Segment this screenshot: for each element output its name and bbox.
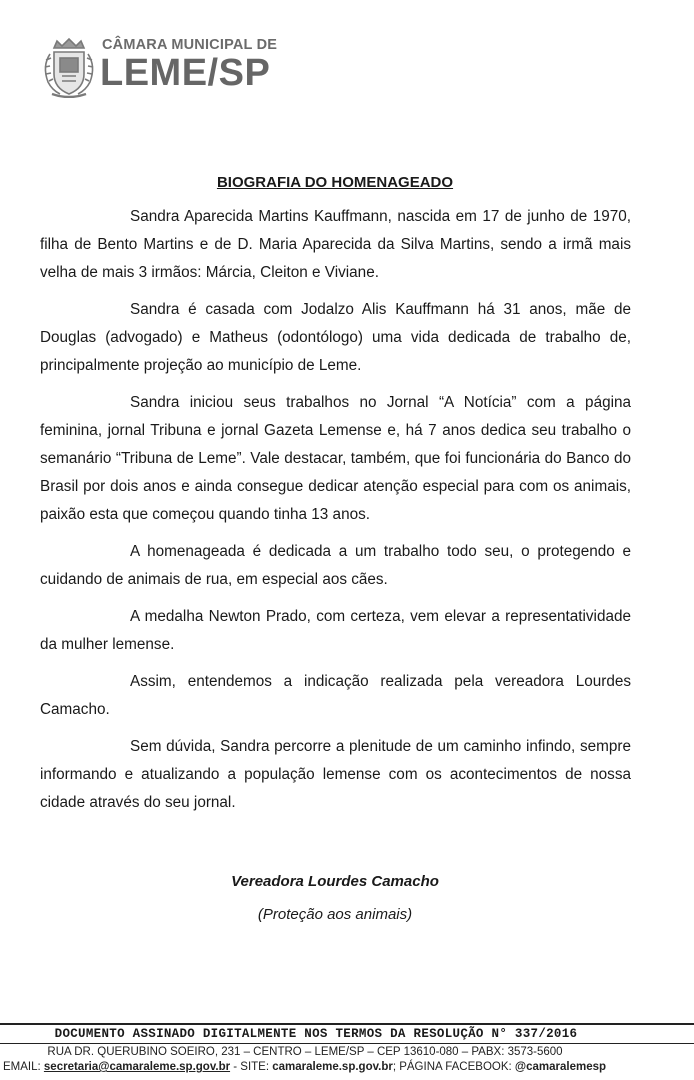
signature-name: Vereadora Lourdes Camacho	[231, 873, 439, 890]
site-link[interactable]: camaraleme.sp.gov.br	[272, 1061, 393, 1073]
facebook-label: ; PÁGINA FACEBOOK:	[392, 1061, 515, 1073]
facebook-handle[interactable]: @camaralemesp	[514, 1061, 607, 1073]
document-body	[40, 203, 631, 826]
document-title: BIOGRAFIA DO HOMENAGEADO	[216, 174, 454, 191]
org-name-line2: LEME/SP	[100, 52, 271, 94]
paragraph: Sandra Aparecida Martins Kauffmann, nascida em 17 de junho de 1970, filha de Bento Martins e de D. Maria Aparecida da Silva Martins, sendo a irmã mais velha de mais 3 irmãos: Márcia, Cleiton e Viviane.	[40, 208, 631, 281]
letterhead	[40, 34, 340, 102]
municipal-crest-icon	[40, 36, 98, 98]
paragraph: A homenageada é dedicada a um trabalho todo seu, o protegendo e cuidando de animais de rua, em especial aos cães.	[40, 543, 631, 588]
footer-address: RUA DR. QUERUBINO SOEIRO, 231 – CENTRO – LEME/SP – CEP 13610-080 – PABX: 3573-5600	[47, 1046, 563, 1058]
paragraph: Assim, entendemos a indicação realizada pela vereadora Lourdes Camacho.	[40, 673, 631, 718]
email-label: EMAIL:	[3, 1061, 44, 1073]
footer-contact	[3, 1061, 693, 1073]
paragraph: A medalha Newton Prado, com certeza, vem elevar a representatividade da mulher lemense.	[40, 608, 631, 653]
paragraph: Sandra iniciou seus trabalhos no Jornal “A Notícia” com a página feminina, jornal Tribuna e jornal Gazeta Lemense e, há 7 anos dedica seu trabalho o semanário “Tribuna de Leme”. Vale destacar, também, que foi funcionária do Banco do Brasil por dois anos e ainda consegue dedicar atenção especial para com os animais, paixão esta que começou quando tinha 13 anos.	[40, 394, 631, 523]
footer-divider	[0, 1043, 694, 1044]
org-name-line1: CÂMARA MUNICIPAL DE	[102, 37, 278, 53]
site-label: - SITE:	[230, 1061, 273, 1073]
email-link[interactable]: secretaria@camaraleme.sp.gov.br	[43, 1061, 231, 1073]
footer-divider	[0, 1023, 694, 1025]
signature-role: (Proteção aos animais)	[257, 906, 413, 923]
paragraph: Sem dúvida, Sandra percorre a plenitude de um caminho infindo, sempre informando e atualizando a população lemense com os acontecimentos de nossa cidade através do seu jornal.	[40, 738, 631, 811]
digital-signature-stamp: DOCUMENTO ASSINADO DIGITALMENTE NOS TERMOS DA RESOLUÇÃO N° 337/2016	[54, 1027, 578, 1041]
paragraph: Sandra é casada com Jodalzo Alis Kauffmann há 31 anos, mãe de Douglas (advogado) e Matheus (odontólogo) uma vida dedicada de trabalho de, principalmente projeção ao município de Leme.	[40, 301, 631, 374]
